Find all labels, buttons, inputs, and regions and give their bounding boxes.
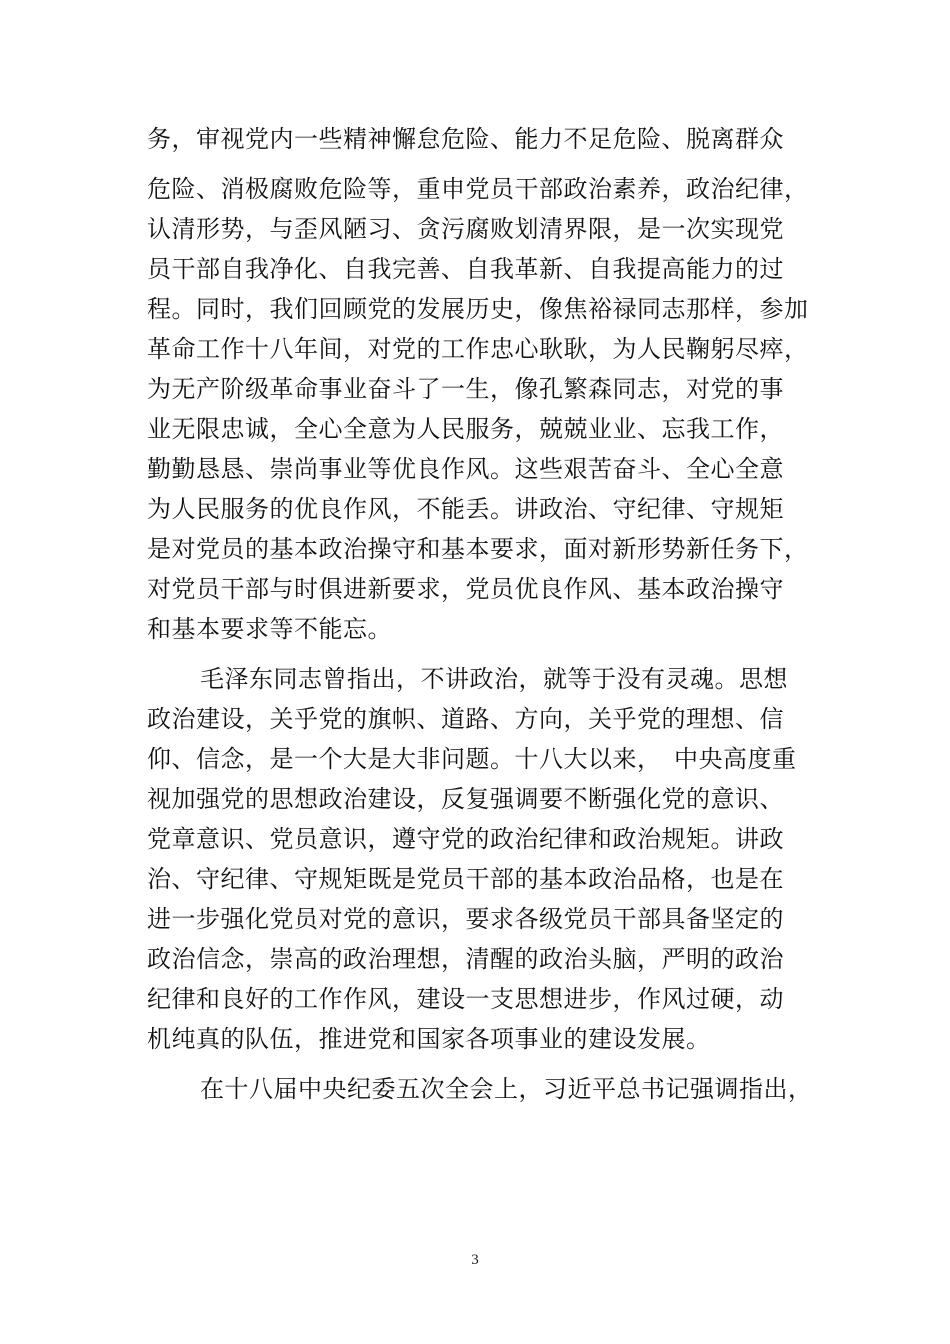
text-line: 和基本要求等不能忘。	[147, 615, 392, 643]
text-line: 进一步强化党员对党的意识，要求各级党员干部具备坚定的	[147, 905, 784, 933]
text-line: 是对党员的基本政治操守和基本要求，面对新形势新任务下，	[147, 535, 809, 563]
text-line: 革命工作十八年间，对党的工作忠心耿耿，为人民鞠躬尽瘁，	[147, 335, 809, 363]
text-line: 勤勤恳恳、崇尚事业等优良作风。这些艰苦奋斗、全心全意	[147, 455, 784, 483]
text-line: 危险、消极腐败危险等，重申党员干部政治素养，政治纪律，	[147, 175, 809, 203]
text-line: 政治建设，关乎党的旗帜、道路、方向，关乎党的理想、信	[147, 705, 784, 733]
text-line: 视加强党的思想政治建设，反复强调要不断强化党的意识、	[147, 785, 784, 813]
text-line: 政治信念，崇高的政治理想，清醒的政治头脑，严明的政治	[147, 945, 784, 973]
text-line: 党章意识、党员意识，遵守党的政治纪律和政治规矩。讲政	[147, 825, 784, 853]
page-number: 3	[471, 1252, 479, 1268]
text-line: 纪律和良好的工作作风，建设一支思想进步，作风过硬，动	[147, 985, 784, 1013]
text-line: 为人民服务的优良作风，不能丢。讲政治、守纪律、守规矩	[147, 495, 784, 523]
text-line: 务，审视党内一些精神懈怠危险、能力不足危险、脱离群众	[147, 125, 784, 153]
text-line: 对党员干部与时俱进新要求，党员优良作风、基本政治操守	[147, 575, 784, 603]
text-line: 员干部自我净化、自我完善、自我革新、自我提高能力的过	[147, 255, 784, 283]
text-line: 业无限忠诚，全心全意为人民服务，兢兢业业、忘我工作，	[147, 415, 784, 443]
text-line: 治、守纪律、守规矩既是党员干部的基本政治品格，也是在	[147, 865, 784, 893]
text-line: 仰、信念，是一个大是大非问题。十八大以来， 中央高度重	[147, 745, 797, 773]
paragraph-start-line: 在十八届中央纪委五次全会上，习近平总书记强调指出，	[200, 1075, 813, 1103]
text-line: 为无产阶级革命事业奋斗了一生，像孔繁森同志，对党的事	[147, 375, 784, 403]
text-line: 机纯真的队伍，推进党和国家各项事业的建设发展。	[147, 1025, 711, 1053]
text-line: 认清形势，与歪风陋习、贪污腐败划清界限，是一次实现党	[147, 215, 784, 243]
paragraph-start-line: 毛泽东同志曾指出，不讲政治，就等于没有灵魂。思想	[200, 665, 788, 693]
text-line: 程。同时，我们回顾党的发展历史，像焦裕禄同志那样，参加	[147, 295, 809, 323]
